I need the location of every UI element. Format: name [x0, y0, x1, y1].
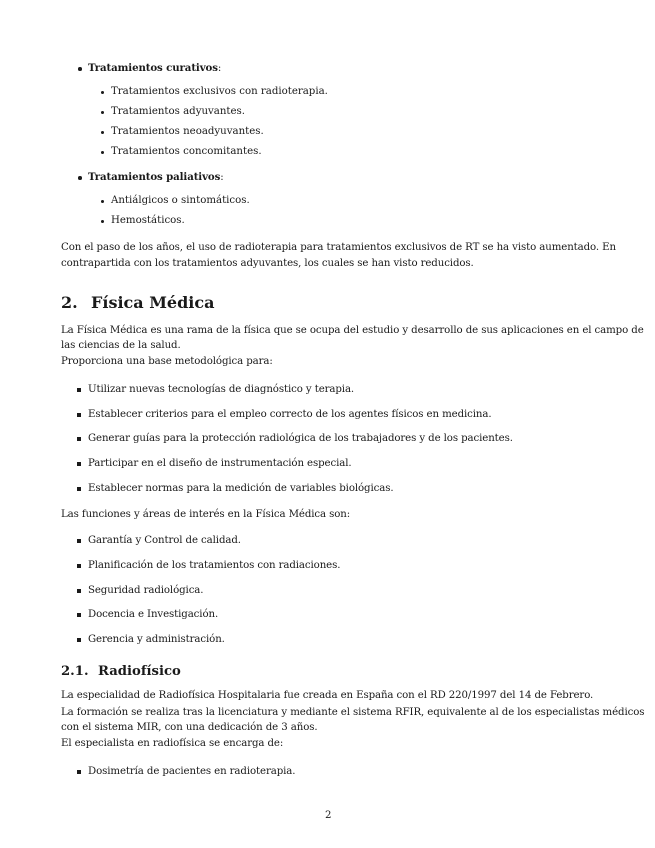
list-item: Generar guías para la protección radiológica de los trabajadores y de los pacientes. [88, 433, 513, 444]
section-2-1-number: 2.1. [61, 664, 89, 679]
square-bullet [77, 638, 81, 642]
list-item: Utilizar nuevas tecnologías de diagnóstico y terapia. [88, 384, 355, 395]
square-bullet [77, 564, 81, 568]
section-2-title: Física Médica [91, 293, 215, 312]
square-bullet [77, 613, 81, 617]
list-item: Garantía y Control de calidad. [88, 535, 241, 546]
list-item: Establecer criterios para el empleo correcto de los agentes físicos en medicina. [88, 409, 492, 420]
sub-bullet-dot [101, 200, 104, 203]
sub-item: Tratamientos neoadyuvantes. [111, 126, 264, 137]
paragraph-line: El especialista en radiofísica se encarga de: [61, 738, 284, 749]
list-item-paliativos [88, 171, 224, 183]
paragraph-line: La formación se realiza tras la licenciatura y mediante el sistema RFIR, equivalente al de los especialistas médicos [61, 707, 645, 718]
list-item-curativos [88, 62, 221, 74]
paragraph-line: Proporciona una base metodológica para: [61, 356, 273, 367]
page-number: 2 [325, 810, 332, 821]
paragraph-line: contrapartida con los tratamientos adyuvantes, los cuales se han visto reducidos. [61, 258, 474, 269]
square-bullet [77, 388, 81, 392]
sub-bullet-dot [101, 91, 104, 94]
paragraph-line: Con el paso de los años, el uso de radioterapia para tratamientos exclusivos de RT se ha visto aumentado. En [61, 242, 616, 253]
section-2-1-title: Radiofísico [98, 664, 181, 679]
paliativos-label: Tratamientos paliativos [88, 171, 221, 183]
list-item: Dosimetría de pacientes en radioterapia. [88, 766, 296, 777]
sub-bullet-dot [101, 220, 104, 223]
paragraph-line: con el sistema MIR, con una dedicación de 3 años. [61, 722, 318, 733]
section-2-number: 2. [61, 293, 78, 312]
paragraph-line: La Física Médica es una rama de la física que se ocupa del estudio y desarrollo de sus aplicaciones en el campo de [61, 325, 644, 336]
square-bullet [77, 589, 81, 593]
list-item: Seguridad radiológica. [88, 585, 204, 596]
square-bullet [77, 487, 81, 491]
list-item: Establecer normas para la medición de variables biológicas. [88, 483, 394, 494]
bullet-dot [78, 67, 82, 71]
list-item: Planificación de los tratamientos con radiaciones. [88, 560, 341, 571]
paliativos-colon: : [220, 172, 224, 183]
sub-item: Tratamientos exclusivos con radioterapia. [111, 86, 328, 97]
bullet-dot [78, 176, 82, 180]
sub-item: Hemostáticos. [111, 215, 185, 226]
list-item: Docencia e Investigación. [88, 609, 219, 620]
sub-bullet-dot [101, 131, 104, 134]
square-bullet [77, 770, 81, 774]
sub-bullet-dot [101, 111, 104, 114]
paragraph-line: Las funciones y áreas de interés en la Física Médica son: [61, 509, 351, 520]
square-bullet [77, 539, 81, 543]
paragraph-line: las ciencias de la salud. [61, 340, 181, 351]
paragraph-line: La especialidad de Radiofísica Hospitalaria fue creada en España con el RD 220/1997 del 14 de Febrero. [61, 690, 594, 701]
square-bullet [77, 413, 81, 417]
square-bullet [77, 462, 81, 466]
sub-item: Tratamientos adyuvantes. [111, 106, 245, 117]
square-bullet [77, 437, 81, 441]
sub-item: Antiálgicos o sintomáticos. [111, 195, 250, 206]
curativos-label: Tratamientos curativos [88, 62, 218, 74]
sub-bullet-dot [101, 151, 104, 154]
curativos-colon: : [217, 63, 222, 74]
list-item: Participar en el diseño de instrumentación especial. [88, 458, 352, 469]
list-item: Gerencia y administración. [88, 634, 225, 645]
sub-item: Tratamientos concomitantes. [111, 146, 262, 157]
